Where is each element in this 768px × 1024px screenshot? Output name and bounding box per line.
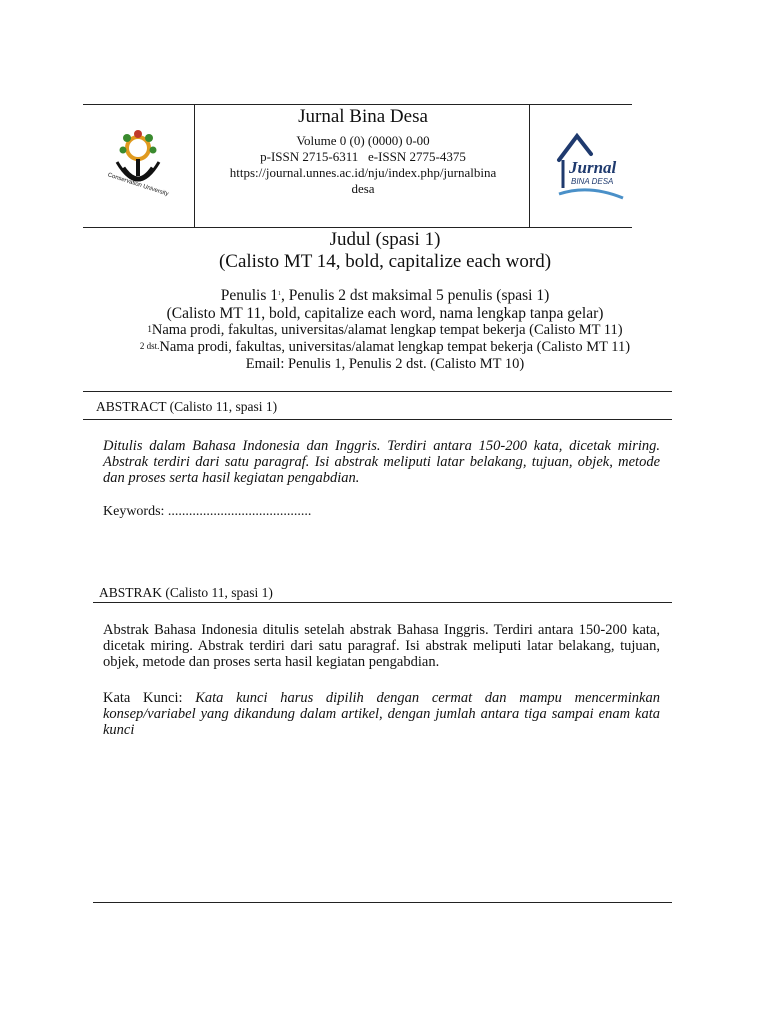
author-rest: , Penulis 2 dst maksimal 5 penulis (spasi 1) (281, 287, 550, 304)
abstract-body: Ditulis dalam Bahasa Indonesia dan Inggris. Terdiri antara 150-200 kata, dicetak miring. Abstrak terdiri dari satu paragraf. Isi abstrak meliputi latar belakang, tujuan, objek, metode dan proses serta hasil kegiatan pengabdian. (103, 438, 660, 486)
affiliation-1 (80, 322, 690, 339)
affiliation-1-text: Nama prodi, fakultas, universitas/alamat lengkap tempat bekerja (Calisto MT 11) (151, 322, 623, 338)
article-title-line1: Judul (spasi 1) (329, 229, 441, 250)
abstract-keywords: Keywords: ......................................... (103, 504, 312, 519)
university-logo-caption: Conservation University (106, 172, 170, 198)
header-top-rule (83, 104, 632, 105)
abstrak-body: Abstrak Bahasa Indonesia ditulis setelah abstrak Bahasa Inggris. Terdiri antara 150-200 kata, dicetak miring. Abstrak terdiri dari satu paragraf. Isi abstrak meliputi latar belakang, tujuan, objek, metode dan proses serta hasil kegiatan pengabdian. (103, 622, 660, 670)
journal-url-line2[interactable]: desa (351, 181, 375, 196)
volume-line: Volume 0 (0) (0000) 0-00 (296, 133, 430, 148)
abstract-heading: ABSTRACT (Calisto 11, spasi 1) (96, 399, 278, 414)
abstrak-heading: ABSTRAK (Calisto 11, spasi 1) (99, 585, 273, 600)
author-format-note: (Calisto MT 11, bold, capitalize each word, nama lengkap tanpa gelar) (166, 305, 604, 322)
journal-url-line1[interactable]: https://journal.unnes.ac.id/nju/index.php/jurnalbina (229, 165, 497, 180)
affiliation-2-text: Nama prodi, fakultas, universitas/alamat lengkap tempat bekerja (Calisto MT 11) (159, 339, 631, 355)
journal-title: Jurnal Bina Desa (298, 106, 428, 127)
bottom-rule (93, 902, 672, 903)
header-bottom-rule (83, 227, 632, 228)
kata-kunci-paragraph (103, 690, 660, 738)
kata-kunci-label: Kata Kunci: (103, 690, 196, 706)
abstrak-heading-rule (93, 602, 672, 603)
abstract-top-rule (83, 391, 672, 392)
affiliation-2 (80, 339, 690, 356)
journal-logo (553, 130, 625, 204)
author-1-sup: 1 (278, 291, 282, 297)
article-title-line2: (Calisto MT 14, bold, capitalize each word) (218, 251, 552, 272)
author-line (80, 286, 690, 305)
issn-line: p-ISSN 2715-6311 e-ISSN 2775-4375 (260, 149, 466, 164)
email-line: Email: Penulis 1, Penulis 2 dst. (Calisto MT 10) (245, 356, 525, 372)
journal-logo-word-binadesa: BINA DESA (571, 177, 614, 186)
university-logo (103, 128, 173, 204)
header-divider-left (194, 104, 195, 227)
affiliation-2-sup: 2 dst. (139, 341, 160, 351)
author-1: Penulis 1 (220, 287, 279, 304)
kata-kunci-body: Kata kunci harus dipilih dengan cermat dan mampu mencerminkan konsep/variabel yang dikandung dalam artikel, dengan jumlah antara tiga sampai enam kata kunci (103, 690, 660, 738)
affiliation-1-sup: 1 (147, 324, 152, 334)
journal-logo-word-jurnal: Jurnal (569, 158, 617, 177)
abstract-heading-rule (83, 419, 672, 420)
